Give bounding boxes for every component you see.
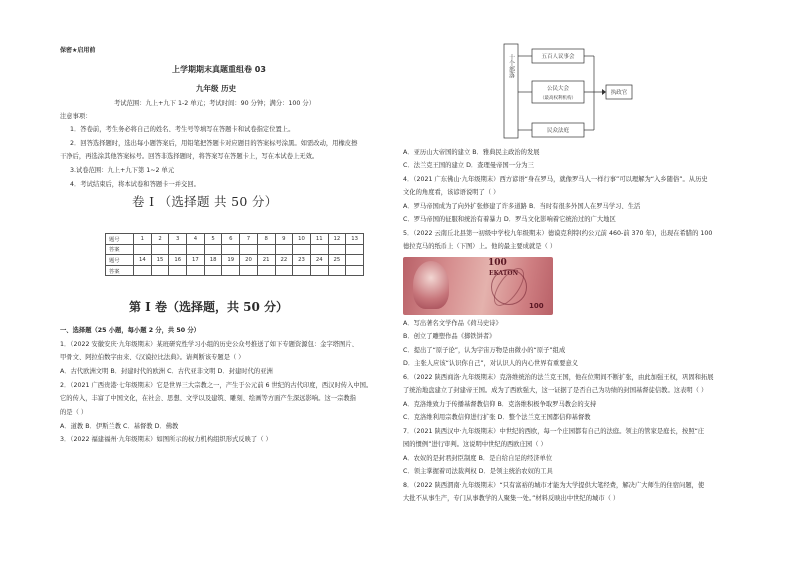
question-line: 它的传入，丰富了中国文化，在社会、思想、文学以及建筑、雕刻、绘画等方面产生深远影响。这一宗教指 xyxy=(60,395,356,402)
question-line: A．古代欧洲文明 B．封建时代的欧洲 C．古代亚非文明 D．封建时代的亚洲 xyxy=(60,368,273,375)
question-line: A．农奴的是封君封臣制度 B．是自给自足的经济单位 xyxy=(403,455,553,462)
diagram-court: 民众法庭 xyxy=(546,128,570,134)
question-line: C．领主掌握着司法裁判权 D．是领主统治农奴的工具 xyxy=(403,468,553,475)
question-line: 园的惯例”进行审判。这说明中世纪的西欧庄园（ ） xyxy=(403,441,547,448)
banknote-number: 100 xyxy=(529,302,544,310)
part-heading: 一、选择题（25 小题，每小题 2 分，共 50 分） xyxy=(60,327,200,334)
diagram-tribes-label: 十个部落 xyxy=(507,54,515,78)
banknote-word: EKATON xyxy=(489,270,519,277)
diagram-assembly-note: （最高权利机构） xyxy=(540,96,576,101)
note-item: 2．回答选择题时，选出每小题答案后，用铅笔把答题卡对应题目的答案标号涂黑。如需改动，用橡皮擦 xyxy=(70,140,358,147)
power-structure-diagram xyxy=(502,42,672,142)
question-line: B．创立了雕塑作品《掷铁饼者》 xyxy=(403,333,496,340)
question-line: 6．（2022 陕西商洛·九年级期末）克洛维统治的法兰克王国，他在位期间不断扩张，由此加强王权，巩固和拓展 xyxy=(403,374,714,381)
note-item: 4．考试结束后，将本试卷和答题卡一并交回。 xyxy=(70,181,200,188)
note-item: 1．答卷前，考生务必将自己的姓名、考生号等填写在答题卡和试卷指定位置上。 xyxy=(70,126,295,133)
question-line: A．罗马帝国成为了向外扩张修建了许多道路 B．当时有很多外国人在罗马学习、生活 xyxy=(403,203,641,210)
note-item: 3.试卷范围：九上+九下第 1~2 单元 xyxy=(70,167,175,174)
question-line: 文化的角度看，该谚语说明了（ ） xyxy=(403,189,500,196)
table-row: 题号 14 15 16 17 18 19 20 21 22 23 24 25 xyxy=(106,255,364,266)
exam-subtitle: 九年级 历史 xyxy=(196,84,237,93)
question-line: 5．（2022 云南丘北县第一初级中学校九年级期末）德谟克利特(约公元前 460-前 370 年)，出现在希腊的 100 xyxy=(403,230,713,237)
question-line: A．写出著名文学作品《荷马史诗》 xyxy=(403,320,502,327)
question-line: 德拉克马的纸币上（下图）上。他的最主要成就是（ ） xyxy=(403,243,557,250)
exam-title: 上学期期末真题重组卷 03 xyxy=(172,65,266,74)
question-line: 4．（2021 广东佛山·九年级期末）西方谚语“身在罗马，就像罗马人一样行事”可以理解为“入乡随俗”。从历史 xyxy=(403,176,708,183)
question-line: C．克洛维利用宗教信仰进行扩张 D．整个法兰克王国都信仰基督教 xyxy=(403,414,591,421)
notes-heading: 注意事项： xyxy=(60,113,92,120)
drachma-banknote-image xyxy=(403,257,553,315)
note-item: 干净后，再选涂其他答案标号。回答非选择题时，将答案写在答题卡上，写在本试卷上无效。 xyxy=(60,153,319,160)
question-line: 2．（2021 广西贵港·七年级期末）它是世界三大宗教之一，产生于公元前 6 世纪的古代印度，西汉时传入中国。 xyxy=(60,382,373,389)
diagram-council: 五百人议事会 xyxy=(541,54,575,60)
question-line: 的是（ ） xyxy=(60,409,88,416)
question-line: A．克洛维致力于传播基督教信仰 B．克洛维积极争取罗马教会的支持 xyxy=(403,401,597,408)
question-line: 大批不从事生产，专门从事教学的人聚集一处。”材料反映出中世纪的城市（ ） xyxy=(403,495,620,502)
question-line: A．亚历山大帝国的建立 B．雅典民主政治的发展 xyxy=(403,149,540,156)
question-line: 1．（2022 安徽安庆·九年级期末）某班研究性学习小组的历史公众号推送了如下专题资源包：金字塔图片、 xyxy=(60,341,358,348)
question-line: 7．（2021 陕西汉中·九年级期末）中世纪的西欧，每一个庄园都有自己的法庭。领主的管家是庭长，按照“庄 xyxy=(403,428,705,435)
diagram-assembly: 公民大会 xyxy=(546,86,570,92)
question-line: 8．（2022 陕西渭南·九年级期末）“只有富裕的城市才能为大学提供大笔经费，解决广大师生的住宿问题，使 xyxy=(403,482,705,489)
question-line: D．主张人应该“认识你自己”，对认识人的内心世界有重要意义 xyxy=(403,360,579,367)
question-line: A．道教 B．伊斯兰教 C．基督教 D．佛教 xyxy=(60,423,179,430)
section-two-title: 第 I 卷（选择题，共 50 分） xyxy=(129,300,289,314)
question-line: C．罗马帝国的征服和统治有着暴力 D．罗马文化影响着它统治过的广大地区 xyxy=(403,216,616,223)
question-line: C．提出了“原子论”，认为宇宙万物是由微小的“原子”组成 xyxy=(403,347,566,354)
exam-info: 考试范围：九上+九下 1-2 单元；考试时间：90 分钟；满分：100 分） xyxy=(114,100,316,107)
table-row: 答案 xyxy=(106,244,364,255)
confidential-mark: 保密★启用前 xyxy=(60,47,96,54)
question-line: 甲骨文、阿拉伯数字由来、《汉谟拉比法典》。请判断该专题是（ ） xyxy=(60,354,245,361)
question-line: 3．（2022 福建福州·九年级期末）如图所示的权力机构组织形式反映了（ ） xyxy=(60,436,272,443)
banknote-denomination: 100 xyxy=(488,258,507,268)
table-row: 题号 1 2 3 4 5 6 7 8 9 10 11 12 13 xyxy=(106,234,364,245)
democritus-portrait xyxy=(413,261,449,309)
diagram-archon: 执政官 xyxy=(610,90,628,96)
section-one-title: 卷 I （选择题 共 50 分） xyxy=(132,194,278,209)
question-line: 了统治地盘建立了封建帝王国。成为了西欧强大，这一证据了是否自己为功绩的封国基督徒信教。这表明（ ） xyxy=(403,387,708,394)
table-row: 答案 xyxy=(106,265,364,276)
answer-table xyxy=(105,233,364,276)
question-line: C．法兰克王国的建立 D．查理曼帝国一分为三 xyxy=(403,162,534,169)
